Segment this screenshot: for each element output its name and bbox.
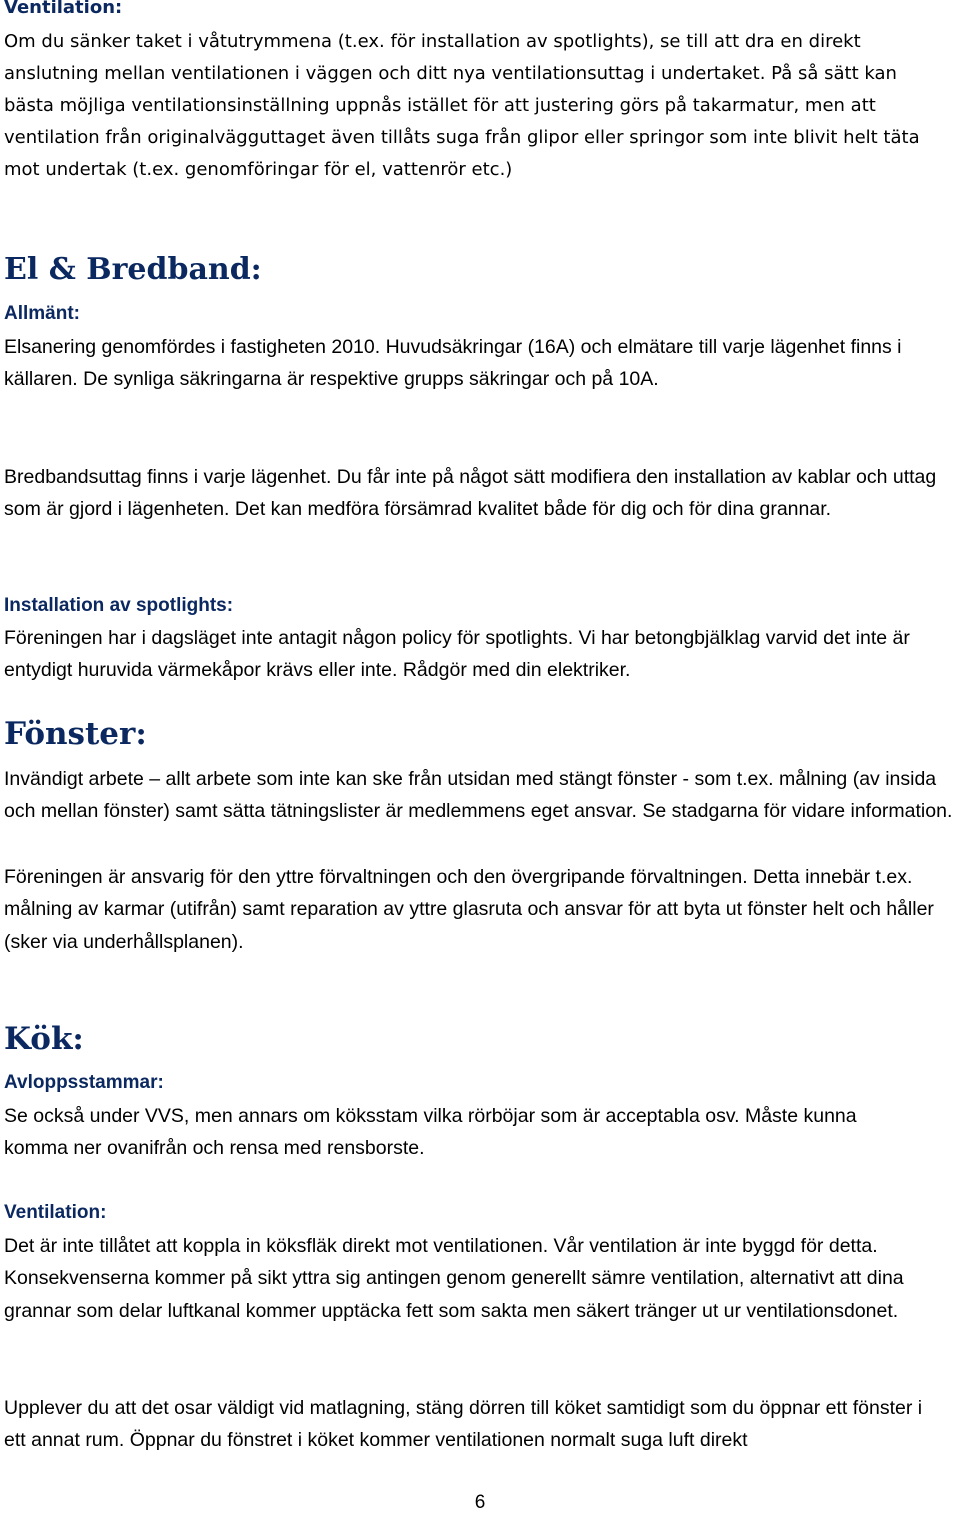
kok-ventilation-subheading: Ventilation:: [4, 1202, 107, 1223]
avloppsstammar-paragraph: Se också under VVS, men annars om köksstam vilka rörböjar som är acceptabla osv. Måste kunna komma ner ovanifrån och rensa med rensborste.: [4, 1105, 857, 1160]
el-bredband-heading: El & Bredband:: [4, 252, 262, 287]
kok-ventilation-paragraph: Det är inte tillåtet att koppla in köksfläk direkt mot ventilationen. Vår ventilation är inte byggd för detta. Konsekvenserna kommer på sikt yttra sig antingen genom generellt sämre ventilation, alternativt att dina grannar som delar luftkanal kommer upptäcka fett som sakta men säkert tränger ut ur ventilationsdonet.: [4, 1235, 904, 1322]
spotlights-paragraph: Föreningen har i dagsläget inte antagit någon policy för spotlights. Vi har betongbjälklag varvid det inte är entydigt huruvida värmekåpor krävs eller inte. Rådgör med din elektriker.: [4, 627, 910, 682]
fonster-paragraph-1: Invändigt arbete – allt arbete som inte kan ske från utsidan med stängt fönster - som t.ex. målning (av insida och mellan fönster) samt sätta tätningslister är medlemmens eget ansvar. Se stadgarna för vidare information.: [4, 768, 953, 823]
fonster-heading: Fönster:: [4, 716, 147, 752]
ventilation-subheading: Ventilation:: [4, 0, 123, 18]
ventilation-paragraph: Om du sänker taket i våtutrymmena (t.ex. för installation av spotlights), se till att dra en direkt anslutning mellan ventilationen i väggen och ditt nya ventilationsuttag i undertaket. På så sätt kan bästa möjliga ventilationsinställning uppnås istället för att justering görs på takarmatur, men att ventilation från originalvägguttaget även tillåts suga från glipor eller springor som inte blivit helt täta mot undertak (t.ex. genomföringar för el, vattenrör etc.): [4, 31, 920, 180]
spotlights-subheading: Installation av spotlights:: [4, 595, 234, 616]
allmant-subheading: Allmänt:: [4, 303, 80, 324]
kok-heading: Kök:: [4, 1021, 84, 1057]
avloppsstammar-subheading: Avloppsstammar:: [4, 1072, 164, 1093]
bredband-paragraph: Bredbandsuttag finns i varje lägenhet. Du får inte på något sätt modifiera den installation av kablar och uttag som är gjord i lägenheten. Det kan medföra försämrad kvalitet både för dig och för dina grannar.: [4, 466, 937, 521]
fonster-paragraph-2: Föreningen är ansvarig för den yttre förvaltningen och den övergripande förvaltningen. Detta innebär t.ex. målning av karmar (utifrån) samt reparation av yttre glasruta och ansvar för att byta ut fönster helt och håller (sker via underhållsplanen).: [4, 866, 934, 953]
allmant-paragraph: Elsanering genomfördes i fastigheten 2010. Huvudsäkringar (16A) och elmätare till varje lägenhet finns i källaren. De synliga säkringarna är respektive grupps säkringar och på 10A.: [4, 336, 902, 391]
page-number: 6: [474, 1492, 486, 1513]
osar-paragraph: Upplever du att det osar väldigt vid matlagning, stäng dörren till köket samtidigt som du öppnar ett fönster i ett annat rum. Öppnar du fönstret i köket kommer ventilationen normalt suga luft direkt: [4, 1397, 923, 1452]
